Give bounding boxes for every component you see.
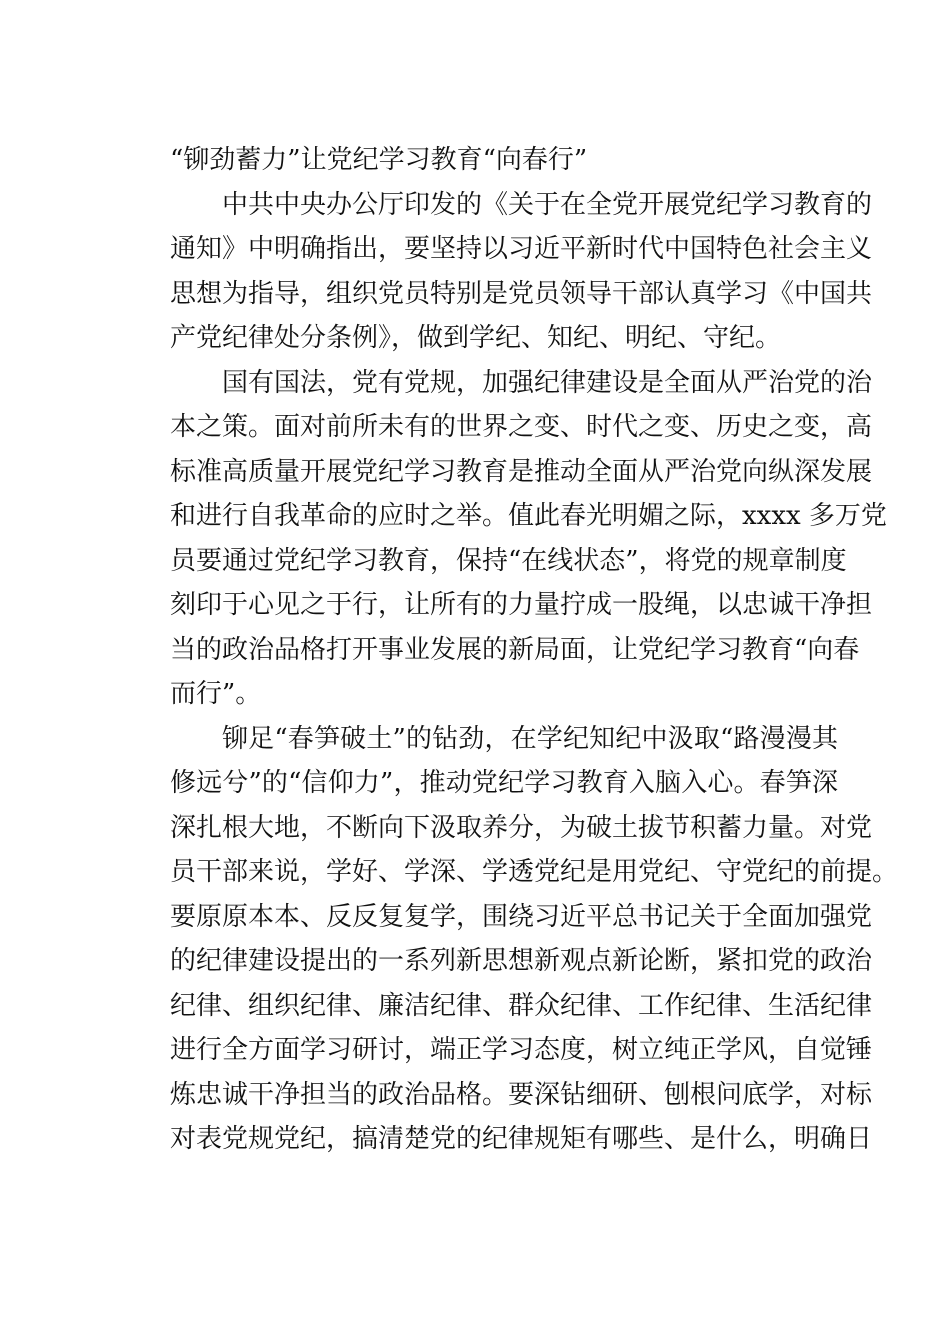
document-body: [118, 138, 899, 1162]
paragraph-line: 深扎根大地，不断向下汲取养分，为破土拔节积蓄力量。对党: [170, 812, 873, 843]
paragraph-line: 通知》中明确指出，要坚持以习近平新时代中国特色社会主义: [170, 234, 873, 264]
paragraph-line: 的纪律建设提出的一系列新思想新观点新论断，紧扣党的政治: [170, 946, 873, 976]
paragraph-line: 本之策。面对前所未有的世界之变、时代之变、历史之变，高: [170, 412, 873, 442]
paragraph-3: [118, 717, 899, 1162]
paragraph-line: 修远兮”的“信仰力”，推动党纪学习教育入脑入心。春笋深: [170, 768, 838, 798]
paragraph-line: 标准高质量开展党纪学习教育是推动全面从严治党向纵深发展: [170, 456, 873, 487]
paragraph-line: 思想为指导，组织党员特别是党员领导干部认真学习《中国共: [170, 278, 873, 309]
paragraph-line: 和进行自我革命的应时之举。值此春光明媚之际，xxxx 多万党: [170, 501, 887, 531]
paragraph-line: 要原原本本、反反复复学，围绕习近平总书记关于全面加强党: [170, 901, 873, 932]
paragraph-line: 对表党规党纪，搞清楚党的纪律规矩有哪些、是什么，明确日: [170, 1124, 873, 1154]
paragraph-line: 中共中央办公厅印发的《关于在全党开展党纪学习教育的: [222, 189, 873, 220]
paragraph-2: [118, 361, 887, 717]
paragraph-1: [118, 183, 873, 361]
paragraph-line: 国有国法，党有党规，加强纪律建设是全面从严治党的治: [222, 367, 873, 398]
paragraph-line: 刻印于心见之于行，让所有的力量拧成一股绳，以忠诚干净担: [170, 590, 873, 620]
paragraph-line: 纪律、组织纪律、廉洁纪律、群众纪律、工作纪律、生活纪律: [170, 990, 873, 1021]
paragraph-line: 产党纪律处分条例》，做到学纪、知纪、明纪、守纪。: [170, 323, 782, 353]
paragraph-line: 员要通过党纪学习教育，保持“在线状态”，将党的规章制度: [170, 545, 847, 576]
paragraph-line: 铆足“春笋破土”的钻劲，在学纪知纪中汲取“路漫漫其: [222, 723, 838, 754]
paragraph-line: 而行”。: [170, 679, 262, 709]
paragraph-line: 员干部来说，学好、学深、学透党纪是用党纪、守党纪的前提。: [170, 857, 899, 887]
document-title: “铆劲蓄力”让党纪学习教育“向春行”: [170, 145, 588, 175]
paragraph-line: 进行全方面学习研讨，端正学习态度，树立纯正学风，自觉锤: [170, 1035, 873, 1065]
paragraph-line: 炼忠诚干净担当的政治品格。要深钻细研、刨根问底学，对标: [170, 1079, 873, 1110]
paragraph-line: 当的政治品格打开事业发展的新局面，让党纪学习教育“向春: [170, 634, 860, 665]
